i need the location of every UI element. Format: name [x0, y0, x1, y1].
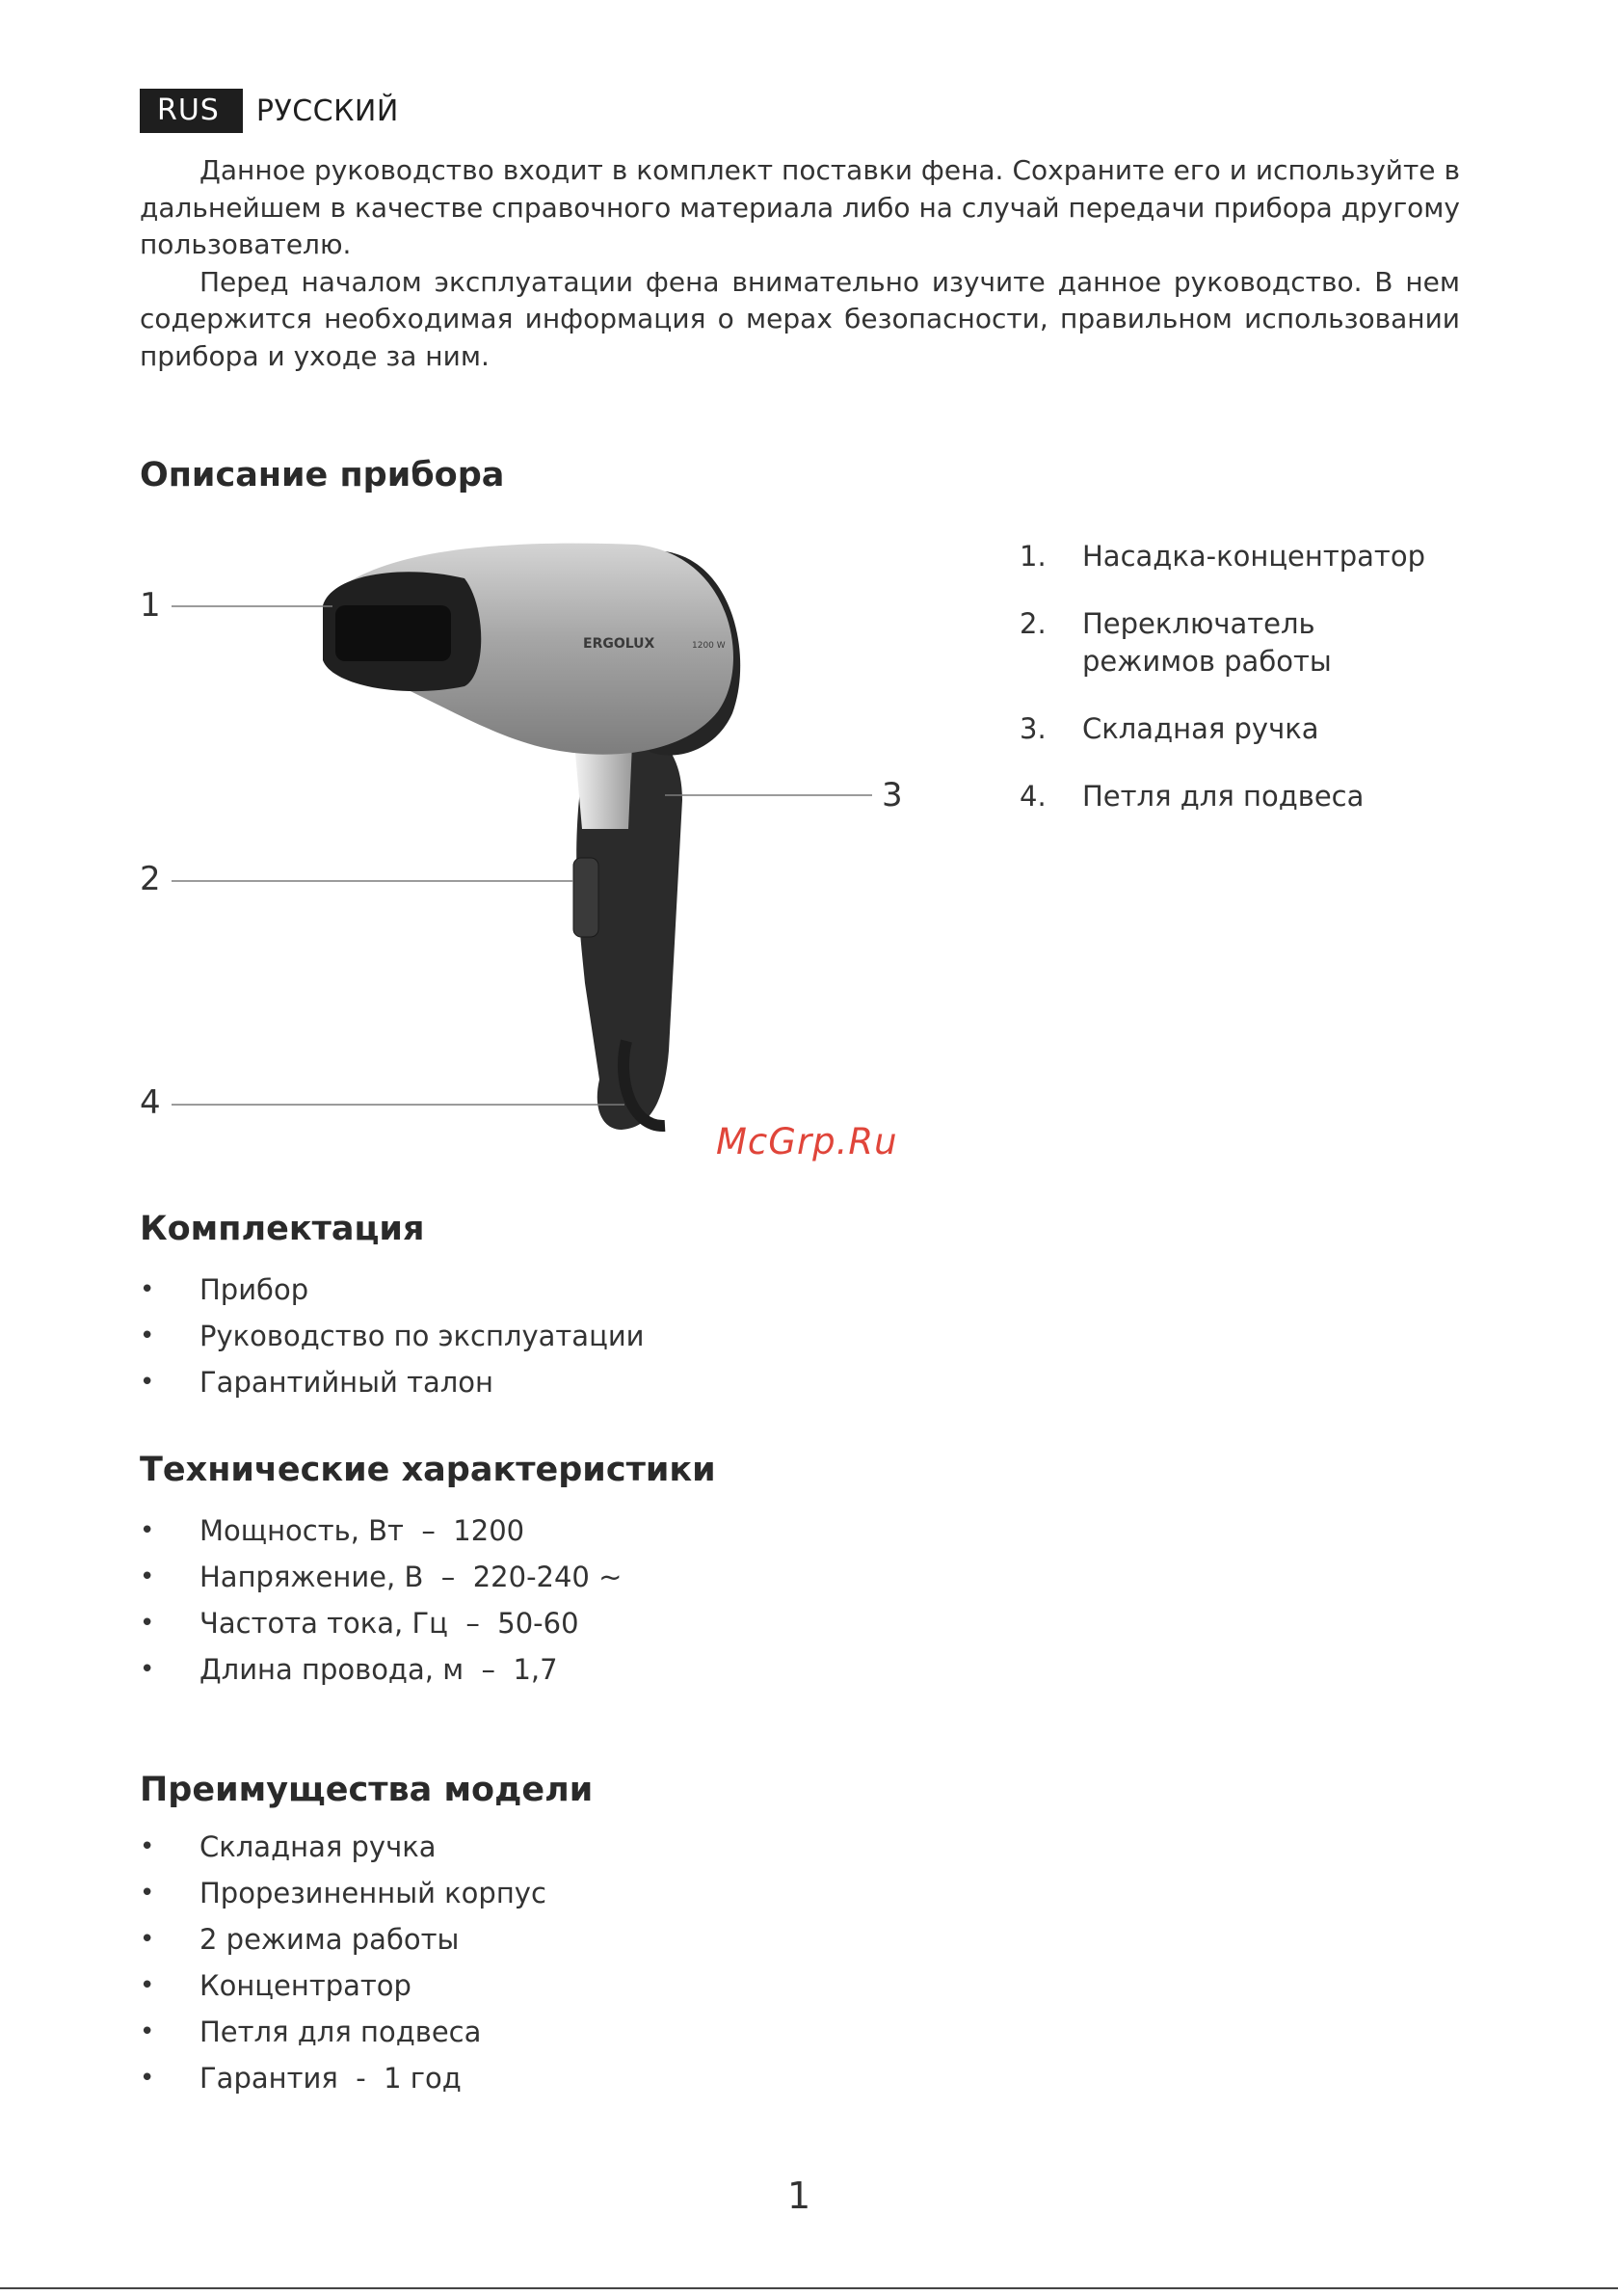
legend-item — [1020, 710, 1501, 748]
list-item-text: Складная ручка — [199, 1830, 437, 1863]
list-item — [140, 1554, 622, 1600]
legend-item — [1020, 605, 1501, 681]
list-item-text: 2 режима работы — [199, 1923, 460, 1956]
list-item-text: Напряжение, В – 220-240 ~ — [199, 1561, 623, 1593]
legend-text: Переключатель режимов работы — [1082, 607, 1332, 678]
bottom-divider — [0, 2287, 1618, 2289]
list-item — [140, 1646, 622, 1693]
nozzle-opening — [335, 605, 451, 661]
bullet: • — [140, 1562, 155, 1591]
list-item — [140, 1824, 546, 1870]
legend-number: 4. — [1020, 780, 1047, 813]
list-item-text: Частота тока, Гц – 50-60 — [199, 1607, 579, 1640]
list-item — [140, 1313, 645, 1359]
list-item-text: Гарантийный талон — [199, 1366, 494, 1399]
brand-label: ERGOLUX — [583, 636, 655, 652]
handle-neck — [574, 742, 632, 829]
list-item-text: Прибор — [199, 1273, 309, 1306]
list-item — [140, 1870, 546, 1916]
bullet: • — [140, 1609, 155, 1638]
package-list — [140, 1267, 645, 1405]
bullet: • — [140, 2064, 155, 2093]
bullet: • — [140, 1368, 155, 1397]
callout-number-4: 4 — [140, 1083, 161, 1122]
list-item-text: Прорезиненный корпус — [199, 1877, 546, 1909]
section-title-package: Комплектация — [140, 1210, 425, 1248]
legend-text: Насадка-концентратор — [1082, 540, 1425, 573]
callout-number-2: 2 — [140, 860, 161, 898]
intro-paragraph: Данное руководство входит в комплект поставки фена. Сохраните его и используйте в дальнейшем в качестве справочного материала либо на случай передачи прибора другому пользователю. — [140, 154, 1460, 260]
list-item-text: Концентратор — [199, 1969, 411, 2002]
specs-list — [140, 1508, 622, 1693]
watermark: McGrp.Ru — [716, 1121, 898, 1162]
language-name: РУССКИЙ — [255, 93, 399, 128]
bullet: • — [140, 1275, 155, 1304]
power-label: 1200 W — [692, 641, 726, 651]
list-item — [140, 1600, 622, 1646]
language-code-badge: RUS — [140, 89, 243, 133]
list-item — [140, 1267, 645, 1313]
bullet: • — [140, 1516, 155, 1545]
list-item — [140, 1916, 546, 1962]
bullet: • — [140, 1925, 155, 1954]
list-item — [140, 1508, 622, 1554]
list-item-text: Мощность, Вт – 1200 — [199, 1514, 525, 1547]
bullet: • — [140, 1322, 155, 1350]
list-item-text: Руководство по эксплуатации — [199, 1320, 645, 1352]
list-item-text: Длина провода, м – 1,7 — [199, 1653, 558, 1686]
list-item — [140, 2009, 546, 2055]
bullet: • — [140, 1832, 155, 1861]
advantages-list — [140, 1824, 546, 2101]
legend-item — [1020, 778, 1501, 815]
section-title-advantages: Преимущества модели — [140, 1771, 594, 1809]
list-item-text: Гарантия - 1 год — [199, 2062, 462, 2095]
list-item-text: Петля для подвеса — [199, 2016, 482, 2048]
section-title-specs: Технические характеристики — [140, 1451, 716, 1489]
bullet: • — [140, 2017, 155, 2046]
legend-number: 2. — [1020, 607, 1047, 640]
legend-item — [1020, 538, 1501, 575]
bullet: • — [140, 1655, 155, 1684]
page-number: 1 — [787, 2175, 811, 2217]
list-item — [140, 2055, 546, 2101]
bullet: • — [140, 1971, 155, 2000]
legend-text: Петля для подвеса — [1082, 780, 1365, 813]
callout-number-3: 3 — [882, 776, 903, 814]
mode-switch — [573, 858, 598, 937]
intro-paragraph: Перед началом эксплуатации фена внимательно изучите данное руководство. В нем содержится необходимая информация о мерах безопасности, правильном использовании прибора и уходе за ним. — [140, 265, 1460, 372]
bullet: • — [140, 1879, 155, 1908]
legend-text: Складная ручка — [1082, 712, 1319, 745]
parts-legend — [1020, 538, 1501, 845]
legend-number: 3. — [1020, 712, 1047, 745]
list-item — [140, 1359, 645, 1405]
callout-number-1: 1 — [140, 586, 161, 625]
section-title-description: Описание прибора — [140, 456, 505, 494]
list-item — [140, 1962, 546, 2009]
legend-number: 1. — [1020, 540, 1047, 573]
